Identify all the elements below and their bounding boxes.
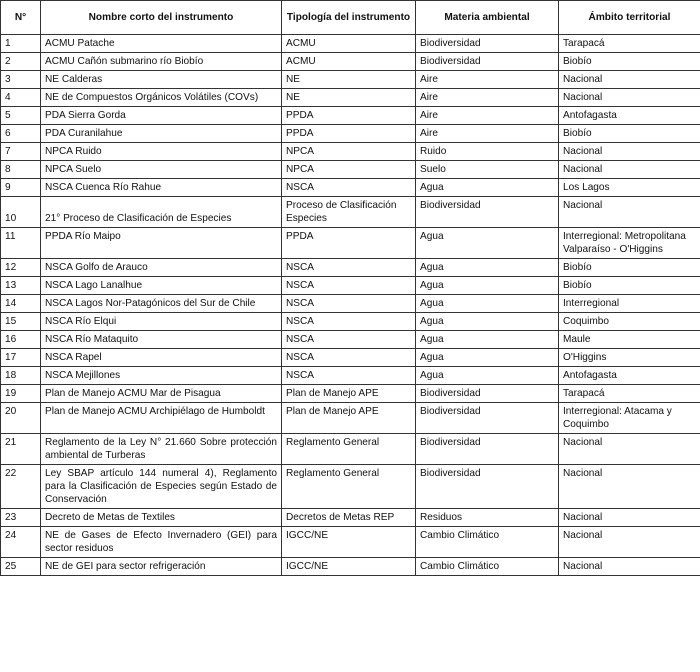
header-materia: Materia ambiental — [416, 1, 559, 35]
cell-nombre: NSCA Cuenca Río Rahue — [41, 179, 282, 197]
cell-ambito: Nacional — [559, 465, 700, 509]
cell-ambito: Interregional — [559, 295, 700, 313]
cell-materia: Aire — [416, 125, 559, 143]
cell-materia: Biodiversidad — [416, 35, 559, 53]
cell-ambito: Nacional — [559, 143, 700, 161]
cell-nombre: NSCA Río Mataquito — [41, 331, 282, 349]
cell-tipologia: PPDA — [282, 228, 416, 259]
cell-materia: Aire — [416, 89, 559, 107]
header-tipologia: Tipología del instrumento — [282, 1, 416, 35]
cell-ambito: Nacional — [559, 527, 700, 558]
cell-numero: 8 — [1, 161, 41, 179]
cell-ambito: Maule — [559, 331, 700, 349]
cell-nombre: NPCA Suelo — [41, 161, 282, 179]
cell-tipologia: NPCA — [282, 161, 416, 179]
cell-nombre: Plan de Manejo ACMU Archipiélago de Humboldt — [41, 403, 282, 434]
cell-materia: Suelo — [416, 161, 559, 179]
cell-numero: 16 — [1, 331, 41, 349]
cell-ambito: Tarapacá — [559, 385, 700, 403]
table-row — [1, 53, 700, 71]
cell-ambito: Nacional — [559, 509, 700, 527]
cell-numero: 12 — [1, 259, 41, 277]
table-row — [1, 143, 700, 161]
table-row — [1, 385, 700, 403]
cell-materia: Biodiversidad — [416, 53, 559, 71]
cell-tipologia: NSCA — [282, 179, 416, 197]
cell-numero: 25 — [1, 558, 41, 576]
cell-nombre: NSCA Golfo de Arauco — [41, 259, 282, 277]
cell-numero: 20 — [1, 403, 41, 434]
cell-materia: Aire — [416, 71, 559, 89]
cell-ambito: Biobío — [559, 125, 700, 143]
cell-tipologia: NSCA — [282, 367, 416, 385]
table-row — [1, 35, 700, 53]
table-header-row — [1, 1, 700, 35]
table-row — [1, 434, 700, 465]
table-row — [1, 197, 700, 228]
cell-materia: Agua — [416, 367, 559, 385]
cell-numero: 11 — [1, 228, 41, 259]
cell-numero: 18 — [1, 367, 41, 385]
table-row — [1, 277, 700, 295]
cell-materia: Cambio Climático — [416, 558, 559, 576]
cell-ambito: O'Higgins — [559, 349, 700, 367]
table-row — [1, 259, 700, 277]
cell-tipologia: NSCA — [282, 259, 416, 277]
cell-ambito: Biobío — [559, 259, 700, 277]
cell-ambito: Interregional: Metropolitana Valparaíso - O'Higgins — [559, 228, 700, 259]
cell-materia: Agua — [416, 313, 559, 331]
cell-nombre: NPCA Ruido — [41, 143, 282, 161]
header-nombre: Nombre corto del instrumento — [41, 1, 282, 35]
cell-numero: 1 — [1, 35, 41, 53]
cell-nombre: Decreto de Metas de Textiles — [41, 509, 282, 527]
cell-numero: 21 — [1, 434, 41, 465]
cell-numero: 19 — [1, 385, 41, 403]
cell-numero: 14 — [1, 295, 41, 313]
cell-numero: 5 — [1, 107, 41, 125]
cell-materia: Agua — [416, 349, 559, 367]
cell-materia: Agua — [416, 259, 559, 277]
cell-nombre: NSCA Mejillones — [41, 367, 282, 385]
cell-tipologia: NE — [282, 89, 416, 107]
cell-materia: Agua — [416, 179, 559, 197]
cell-materia: Aire — [416, 107, 559, 125]
table-row — [1, 89, 700, 107]
cell-ambito: Los Lagos — [559, 179, 700, 197]
cell-ambito: Nacional — [559, 197, 700, 228]
cell-numero: 2 — [1, 53, 41, 71]
cell-tipologia: IGCC/NE — [282, 558, 416, 576]
cell-tipologia: NSCA — [282, 295, 416, 313]
cell-tipologia: NSCA — [282, 331, 416, 349]
cell-numero: 9 — [1, 179, 41, 197]
cell-numero: 10 — [1, 197, 41, 228]
cell-ambito: Tarapacá — [559, 35, 700, 53]
cell-materia: Agua — [416, 277, 559, 295]
cell-tipologia: PPDA — [282, 107, 416, 125]
table-row — [1, 509, 700, 527]
table-row — [1, 367, 700, 385]
cell-ambito: Antofagasta — [559, 367, 700, 385]
table-row — [1, 558, 700, 576]
cell-ambito: Biobío — [559, 53, 700, 71]
cell-nombre: Plan de Manejo ACMU Mar de Pisagua — [41, 385, 282, 403]
cell-nombre: NE Calderas — [41, 71, 282, 89]
cell-materia: Biodiversidad — [416, 385, 559, 403]
table-row — [1, 465, 700, 509]
cell-materia: Biodiversidad — [416, 465, 559, 509]
cell-materia: Biodiversidad — [416, 197, 559, 228]
cell-ambito: Antofagasta — [559, 107, 700, 125]
cell-nombre: NSCA Lago Lanalhue — [41, 277, 282, 295]
cell-numero: 6 — [1, 125, 41, 143]
table-row — [1, 527, 700, 558]
cell-materia: Ruido — [416, 143, 559, 161]
cell-nombre: NE de Gases de Efecto Invernadero (GEI) para sector residuos — [41, 527, 282, 558]
cell-tipologia: NE — [282, 71, 416, 89]
table-row — [1, 403, 700, 434]
table-row — [1, 161, 700, 179]
cell-tipologia: ACMU — [282, 53, 416, 71]
cell-ambito: Nacional — [559, 434, 700, 465]
cell-tipologia: Reglamento General — [282, 465, 416, 509]
cell-nombre: PDA Curanilahue — [41, 125, 282, 143]
cell-numero: 17 — [1, 349, 41, 367]
cell-ambito: Nacional — [559, 161, 700, 179]
table-row — [1, 295, 700, 313]
table-row — [1, 331, 700, 349]
cell-nombre: NSCA Río Elqui — [41, 313, 282, 331]
cell-nombre: NSCA Rapel — [41, 349, 282, 367]
cell-tipologia: IGCC/NE — [282, 527, 416, 558]
cell-tipologia: NSCA — [282, 277, 416, 295]
cell-materia: Agua — [416, 295, 559, 313]
cell-tipologia: NSCA — [282, 349, 416, 367]
cell-nombre: ACMU Cañón submarino río Biobío — [41, 53, 282, 71]
cell-tipologia: ACMU — [282, 35, 416, 53]
table-row — [1, 349, 700, 367]
header-ambito: Ámbito territorial — [559, 1, 700, 35]
cell-tipologia: Plan de Manejo APE — [282, 403, 416, 434]
cell-numero: 3 — [1, 71, 41, 89]
cell-nombre: NE de GEI para sector refrigeración — [41, 558, 282, 576]
table-row — [1, 71, 700, 89]
cell-tipologia: Decretos de Metas REP — [282, 509, 416, 527]
cell-tipologia: Proceso de Clasificación Especies — [282, 197, 416, 228]
cell-materia: Agua — [416, 331, 559, 349]
table-row — [1, 125, 700, 143]
cell-numero: 7 — [1, 143, 41, 161]
cell-numero: 24 — [1, 527, 41, 558]
cell-ambito: Interregional: Atacama y Coquimbo — [559, 403, 700, 434]
cell-nombre: 21° Proceso de Clasificación de Especies — [41, 197, 282, 228]
table-body — [1, 35, 700, 576]
cell-ambito: Nacional — [559, 71, 700, 89]
cell-ambito: Nacional — [559, 558, 700, 576]
cell-materia: Biodiversidad — [416, 434, 559, 465]
table-row — [1, 179, 700, 197]
cell-nombre: NSCA Lagos Nor-Patagónicos del Sur de Chile — [41, 295, 282, 313]
cell-materia: Residuos — [416, 509, 559, 527]
cell-materia: Cambio Climático — [416, 527, 559, 558]
cell-numero: 15 — [1, 313, 41, 331]
header-numero: N° — [1, 1, 41, 35]
table-row — [1, 313, 700, 331]
cell-numero: 13 — [1, 277, 41, 295]
cell-nombre: NE de Compuestos Orgánicos Volátiles (COVs) — [41, 89, 282, 107]
cell-tipologia: NPCA — [282, 143, 416, 161]
cell-nombre: PDA Sierra Gorda — [41, 107, 282, 125]
cell-tipologia: Reglamento General — [282, 434, 416, 465]
cell-tipologia: NSCA — [282, 313, 416, 331]
cell-ambito: Coquimbo — [559, 313, 700, 331]
cell-nombre: Reglamento de la Ley N° 21.660 Sobre protección ambiental de Turberas — [41, 434, 282, 465]
cell-ambito: Biobío — [559, 277, 700, 295]
cell-numero: 23 — [1, 509, 41, 527]
table-row — [1, 107, 700, 125]
table-row — [1, 228, 700, 259]
cell-ambito: Nacional — [559, 89, 700, 107]
cell-numero: 22 — [1, 465, 41, 509]
cell-nombre: ACMU Patache — [41, 35, 282, 53]
cell-materia: Biodiversidad — [416, 403, 559, 434]
cell-tipologia: Plan de Manejo APE — [282, 385, 416, 403]
cell-tipologia: PPDA — [282, 125, 416, 143]
cell-nombre: PPDA Río Maipo — [41, 228, 282, 259]
cell-materia: Agua — [416, 228, 559, 259]
cell-nombre: Ley SBAP artículo 144 numeral 4), Reglamento para la Clasificación de Especies según Estado de Conservación — [41, 465, 282, 509]
cell-numero: 4 — [1, 89, 41, 107]
